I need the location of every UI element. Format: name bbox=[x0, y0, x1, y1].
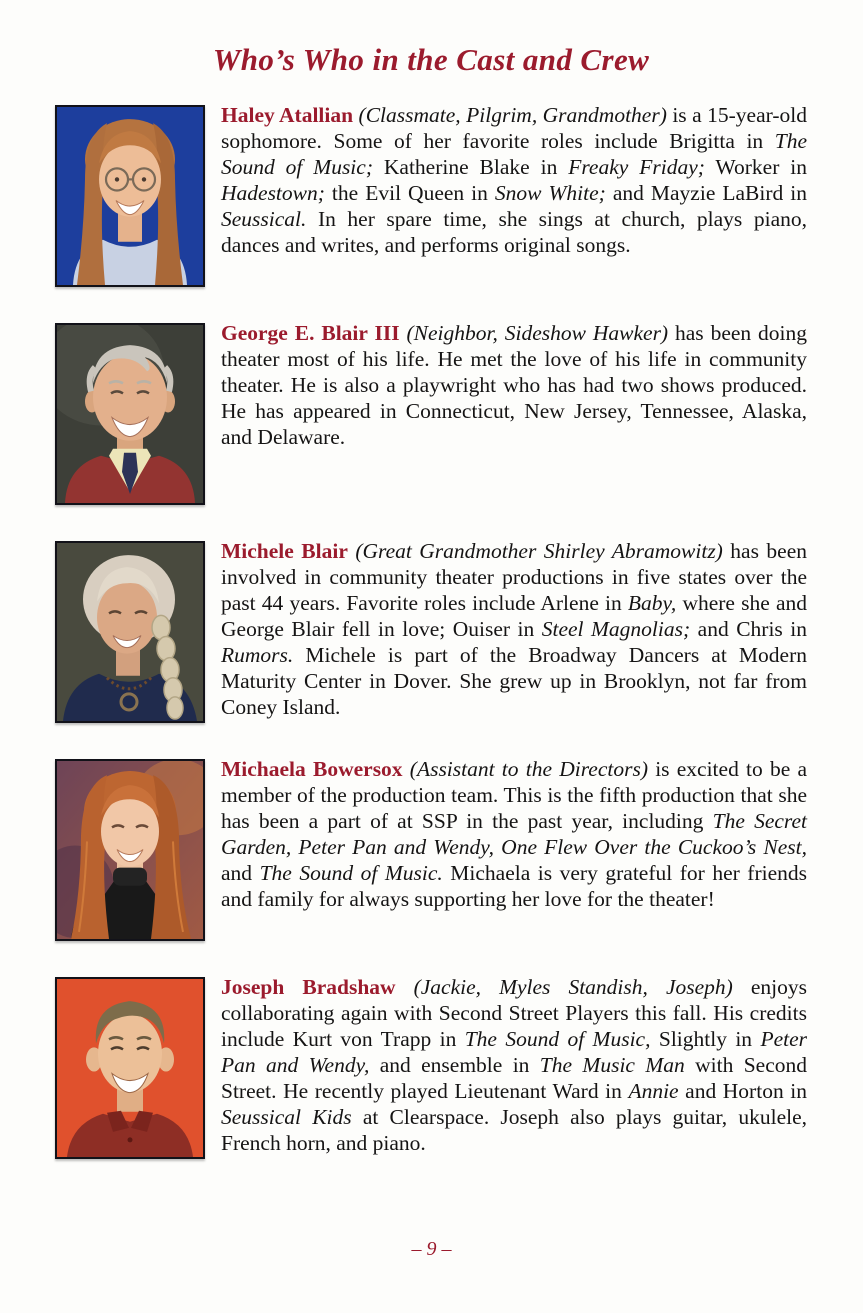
bio-name: Haley Atallian bbox=[221, 103, 354, 127]
bio-roles: (Jackie, Myles Standish, Joseph) bbox=[413, 975, 733, 999]
bio-roles: (Assistant to the Directors) bbox=[409, 757, 648, 781]
bio-body: has been doing theater most of his life. He met the love of his life in community theater. He is also a playwright who has had two shows produced. He has appeared in Connecticut, New Jersey, Tennessee, Alaska, and Delaware. bbox=[221, 321, 808, 449]
haley-atallian-portrait bbox=[55, 105, 205, 287]
bio-entry-george-blair bbox=[55, 320, 807, 509]
bio-entry-joseph-bradshaw bbox=[55, 974, 807, 1163]
bio-name: Michaela Bowersox bbox=[221, 757, 403, 781]
haley-atallian-photo-graphic bbox=[57, 107, 203, 285]
bio-body: enjoys collaborating again with Second Street Players this fall. His credits include Kurt von Trapp in The Sound of Music, Slightly in Peter Pan and Wendy, and ensemble in The Music Man with Second Street. He recently played Lieutenant Ward in Annie and Horton in Seussical Kids at Clearspace. Joseph also plays guitar, ukulele, French horn, and piano. bbox=[221, 975, 808, 1155]
michaela-bowersox-portrait bbox=[55, 759, 205, 941]
bio-entry-haley-atallian bbox=[55, 102, 807, 291]
page-number: – 9 – bbox=[411, 1238, 452, 1260]
bio-roles: (Great Grandmother Shirley Abramowitz) bbox=[355, 539, 723, 563]
bio-body: is excited to be a member of the production team. This is the fifth production that she has been a part of at SSP in the past year, including The Secret Garden, Peter Pan and Wendy, One Flew Over the Cuckoo’s Nest, and The Sound of Music. Michaela is very grateful for her friends and family for always supporting her love for the theater! bbox=[221, 757, 808, 911]
bio-entry-michele-blair bbox=[55, 538, 807, 727]
michele-blair-photo-graphic bbox=[57, 543, 203, 721]
michaela-bowersox-photo-graphic bbox=[57, 761, 203, 939]
bio-roles: (Neighbor, Sideshow Hawker) bbox=[406, 321, 669, 345]
joseph-bradshaw-photo-graphic bbox=[57, 979, 203, 1157]
bio-name: Michele Blair bbox=[221, 539, 348, 563]
bio-body: has been involved in community theater productions in five states over the past 44 years. Favorite roles include Arlene in Baby, where she and George Blair fell in love; Ouiser in Steel Magnolias; and Chris in Rumors. Michele is part of the Broadway Dancers at Modern Maturity Center in Dover. She grew up in Brooklyn, not far from Coney Island. bbox=[221, 539, 808, 719]
bio-body: is a 15-year-old sophomore. Some of her favorite roles include Brigitta in The Sound of Music; Katherine Blake in Freaky Friday; Worker in Hadestown; the Evil Queen in Snow White; and Mayzie LaBird in Seussical. In her spare time, she sings at church, plays piano, dances and writes, and performs original songs. bbox=[221, 103, 807, 257]
bio-name: George E. Blair III bbox=[221, 321, 400, 345]
michele-blair-portrait bbox=[55, 541, 205, 723]
george-blair-portrait bbox=[55, 323, 205, 505]
bio-name: Joseph Bradshaw bbox=[221, 975, 396, 999]
george-blair-photo-graphic bbox=[57, 325, 203, 503]
joseph-bradshaw-portrait bbox=[55, 977, 205, 1159]
page-title: Who’s Who in the Cast and Crew bbox=[212, 42, 650, 77]
bio-roles: (Classmate, Pilgrim, Grandmother) bbox=[358, 103, 667, 127]
bio-entry-michaela-bowersox bbox=[55, 756, 807, 945]
